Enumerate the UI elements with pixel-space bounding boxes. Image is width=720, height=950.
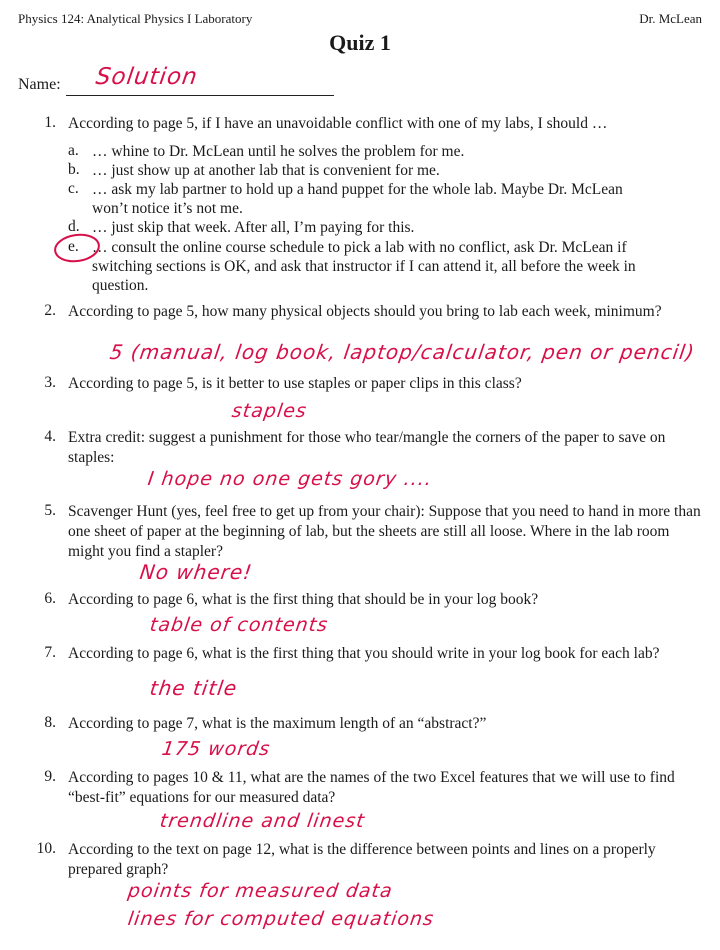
q1-option-c-letter: c.: [68, 180, 79, 197]
q2-answer: 5 (manual, log book, laptop/calculator, pen or pencil): [108, 340, 697, 364]
q9-text: According to pages 10 & 11, what are the names of the two Excel features that we will use to find “best-fit” equations for our measured data?: [68, 769, 675, 806]
q1-option-a-letter: a.: [68, 142, 79, 159]
q8-text: According to page 7, what is the maximum length of an “abstract?”: [68, 715, 487, 732]
q7-text: According to page 6, what is the first thing that you should write in your log book for each lab?: [68, 645, 660, 662]
q2-text: According to page 5, how many physical objects should you bring to lab each week, minimum?: [68, 303, 662, 320]
q1-option-b-text: … just show up at another lab that is convenient for me.: [92, 162, 440, 179]
page-title: Quiz 1: [329, 30, 391, 55]
q9-number: 9.: [44, 768, 56, 785]
q5-text: Scavenger Hunt (yes, feel free to get up from your chair): Suppose that you need to hand in more than one sheet of paper at the beginning of lab, but the sheets are still all loose. Where in the lab room might you find a stapler?: [68, 503, 701, 560]
q5-number: 5.: [44, 502, 56, 519]
q1-option-a-text: … whine to Dr. McLean until he solves the problem for me.: [92, 143, 465, 160]
q10-answer-line1: points for measured data: [126, 880, 395, 902]
instructor-name: Dr. McLean: [639, 11, 702, 26]
q4-text: Extra credit: suggest a punishment for those who tear/mangle the corners of the paper to save on staples:: [68, 429, 666, 466]
q3-number: 3.: [44, 374, 56, 391]
name-underline: [66, 95, 334, 96]
q6-text: According to page 6, what is the first thing that should be in your log book?: [68, 591, 539, 608]
q2-number: 2.: [44, 302, 56, 319]
q7-number: 7.: [44, 644, 56, 661]
q1-option-c-text: … ask my lab partner to hold up a hand puppet for the whole lab. Maybe Dr. McLean won’t notice it’s not me.: [92, 181, 623, 217]
q3-text: According to page 5, is it better to use staples or paper clips in this class?: [68, 375, 522, 392]
q10-answer-line2: lines for computed equations: [126, 908, 436, 930]
q4-number: 4.: [44, 428, 56, 445]
q1-option-e-text: … consult the online course schedule to pick a lab with no conflict, ask Dr. McLean if switching sections is OK, and ask that instructor if I can attend it, all before the week in question.: [92, 239, 636, 294]
q1-option-d-text: … just skip that week. After all, I’m paying for this.: [92, 219, 415, 236]
q5-answer: No where!: [138, 560, 255, 584]
q8-answer: 175 words: [160, 738, 272, 760]
q1-text: According to page 5, if I have an unavoidable conflict with one of my labs, I should …: [68, 115, 608, 132]
q7-answer: the title: [148, 676, 239, 700]
q8-number: 8.: [44, 714, 56, 731]
q3-answer: staples: [230, 400, 309, 422]
q6-answer: table of contents: [148, 614, 330, 636]
q6-number: 6.: [44, 590, 56, 607]
q10-number: 10.: [36, 840, 56, 857]
q1-option-e-letter: e.: [68, 238, 79, 255]
q10-text: According to the text on page 12, what is the difference between points and lines on a properly prepared graph?: [68, 841, 656, 878]
q9-answer: trendline and linest: [158, 810, 367, 832]
q4-answer: I hope no one gets gory ....: [146, 468, 434, 490]
name-label: Name:: [18, 76, 61, 93]
course-title: Physics 124: Analytical Physics I Laboratory: [18, 11, 253, 26]
q1-option-d-letter: d.: [68, 218, 80, 235]
q1-option-b-letter: b.: [68, 161, 80, 178]
selected-answer-circle: [50, 230, 104, 270]
q1-number: 1.: [44, 114, 56, 131]
name-answer: Solution: [94, 64, 200, 90]
